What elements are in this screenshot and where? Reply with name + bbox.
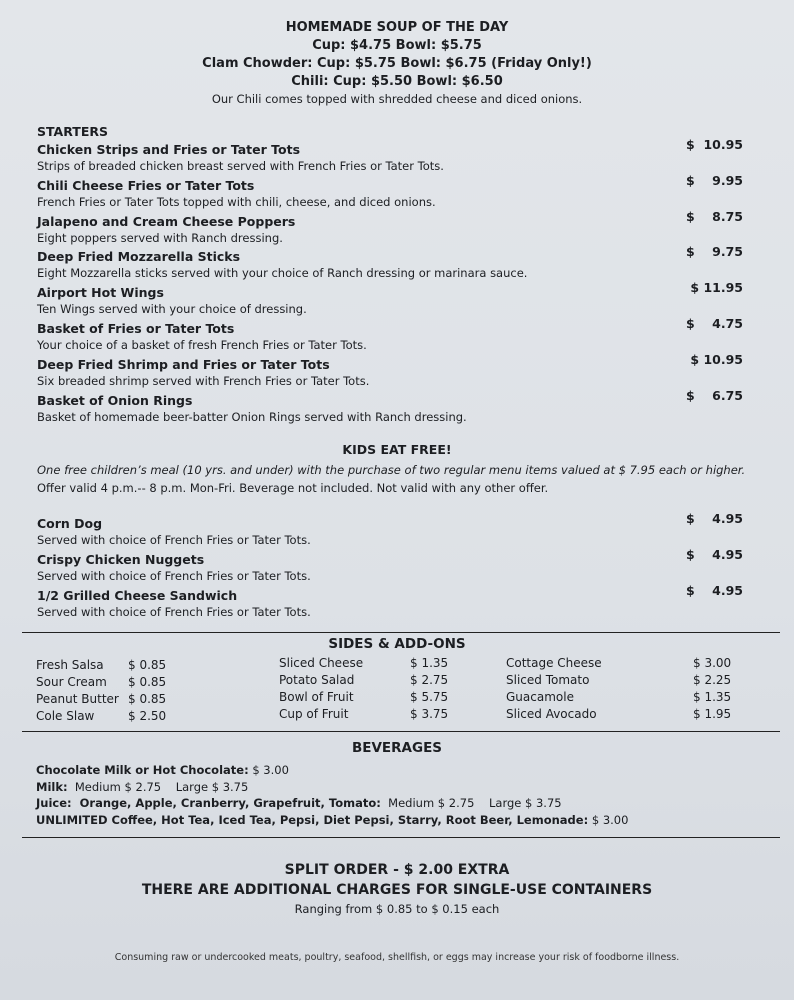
item-price: $ 4.95 xyxy=(686,546,743,562)
kids-offer-line: One free children’s meal (10 yrs. and under) with the purchase of two regular menu items valued at $ 7.95 each or higher. xyxy=(37,463,746,477)
menu-item xyxy=(37,511,757,551)
menu-item xyxy=(37,315,757,356)
sides-row xyxy=(36,692,756,709)
side-name: Bowl of Fruit xyxy=(279,690,354,704)
side-name: Potato Salad xyxy=(279,673,355,687)
side-price: $ 1.35 xyxy=(693,690,732,704)
split-order-section xyxy=(0,862,794,916)
item-price: $ 10.95 xyxy=(690,351,743,367)
item-name: Jalapeno and Cream Cheese Poppers xyxy=(37,213,296,229)
beverages-list xyxy=(36,762,628,828)
divider xyxy=(22,632,780,633)
kids-section xyxy=(0,442,794,495)
item-description: Served with choice of French Fries or Tater Tots. xyxy=(37,604,311,619)
side-price: $ 1.35 xyxy=(410,656,449,670)
side-name: Cole Slaw xyxy=(36,709,95,723)
item-description: Eight poppers served with Ranch dressing. xyxy=(37,230,283,245)
menu-item xyxy=(37,546,757,587)
menu-item xyxy=(37,137,757,177)
side-price: $ 0.85 xyxy=(128,658,167,672)
beverage-price: $ 3.00 xyxy=(248,763,289,777)
side-price: $ 0.85 xyxy=(128,692,167,706)
menu-item xyxy=(37,387,757,428)
beverages-heading: BEVERAGES xyxy=(351,740,443,756)
item-name: Deep Fried Mozzarella Sticks xyxy=(37,249,241,265)
kids-heading: KIDS EAT FREE! xyxy=(342,442,452,457)
kids-menu-list xyxy=(37,511,757,622)
side-price: $ 3.00 xyxy=(693,656,732,670)
item-price: $ 4.75 xyxy=(686,315,743,331)
side-price: $ 5.75 xyxy=(410,690,449,704)
starters-list xyxy=(37,137,757,427)
side-name: Cottage Cheese xyxy=(506,656,602,670)
item-description: Your choice of a basket of fresh French Fries or Tater Tots. xyxy=(37,337,367,352)
menu-item xyxy=(37,582,757,623)
item-description: Served with choice of French Fries or Tater Tots. xyxy=(37,533,311,547)
side-price: $ 0.85 xyxy=(128,675,167,689)
side-name: Fresh Salsa xyxy=(36,658,104,672)
item-price: $ 6.75 xyxy=(686,387,743,403)
item-name: Chili Cheese Fries or Tater Tots xyxy=(37,177,255,193)
menu-item xyxy=(37,172,757,213)
item-name: Basket of Fries or Tater Tots xyxy=(37,320,235,336)
item-price: $ 8.75 xyxy=(686,208,743,224)
sides-row xyxy=(36,675,756,692)
item-name: Chicken Strips and Fries or Tater Tots xyxy=(37,142,301,157)
beverage-label: UNLIMITED Coffee, Hot Tea, Iced Tea, Pepsi, Diet Pepsi, Starry, Root Beer, Lemonade: xyxy=(36,812,589,827)
side-name: Cup of Fruit xyxy=(279,707,349,721)
side-name: Guacamole xyxy=(506,690,574,704)
starters-heading: STARTERS xyxy=(37,124,108,139)
containers-charge-line: THERE ARE ADDITIONAL CHARGES FOR SINGLE-USE CONTAINERS xyxy=(141,882,653,898)
menu-item xyxy=(37,351,757,392)
chili-line: Chili: Cup: $5.50 Bowl: $6.50 xyxy=(291,74,503,89)
side-price: $ 2.25 xyxy=(693,673,732,687)
kids-offer-terms: Offer valid 4 p.m.-- 8 p.m. Mon-Fri. Beverage not included. Not valid with any other offer. xyxy=(37,481,549,495)
beverage-price: Medium $ 2.75 Large $ 3.75 xyxy=(67,779,249,794)
beverage-price: $ 3.00 xyxy=(588,812,629,827)
item-name: Airport Hot Wings xyxy=(37,285,164,301)
beverage-label: Chocolate Milk or Hot Chocolate: xyxy=(36,763,249,777)
item-price: $ 11.95 xyxy=(690,280,743,296)
clam-chowder-line: Clam Chowder: Cup: $5.75 Bowl: $6.75 (Friday Only!) xyxy=(202,56,592,71)
soup-title: HOMEMADE SOUP OF THE DAY xyxy=(285,20,509,35)
beverage-price: Medium $ 2.75 Large $ 3.75 xyxy=(380,796,562,810)
item-description: Ten Wings served with your choice of dressing. xyxy=(37,302,307,317)
divider xyxy=(22,731,780,732)
item-price: $ 4.95 xyxy=(686,511,743,526)
item-description: Eight Mozzarella sticks served with your choice of Ranch dressing or marinara sauce. xyxy=(37,266,528,281)
side-name: Sliced Avocado xyxy=(506,707,597,721)
side-price: $ 2.75 xyxy=(410,673,449,687)
side-price: $ 1.95 xyxy=(693,707,732,721)
side-name: Peanut Butter xyxy=(36,692,119,706)
sides-heading: SIDES & ADD-ONS xyxy=(328,636,466,652)
side-price: $ 2.50 xyxy=(128,709,167,723)
item-description: Six breaded shrimp served with French Fries or Tater Tots. xyxy=(37,373,370,388)
split-order-line: SPLIT ORDER - $ 2.00 EXTRA xyxy=(284,862,510,878)
beverage-line xyxy=(36,812,628,829)
item-description: Strips of breaded chicken breast served with French Fries or Tater Tots. xyxy=(37,159,444,173)
side-price: $ 3.75 xyxy=(410,707,449,721)
beverage-line xyxy=(36,762,628,779)
starters-section xyxy=(37,124,757,427)
item-price: $ 9.95 xyxy=(686,172,743,188)
sides-table xyxy=(36,658,756,726)
containers-range-line: Ranging from $ 0.85 to $ 0.15 each xyxy=(294,902,500,916)
menu-item xyxy=(37,280,757,320)
beverage-line xyxy=(36,779,628,796)
item-name: Corn Dog xyxy=(37,516,103,531)
side-name: Sliced Cheese xyxy=(279,656,364,670)
item-description: French Fries or Tater Tots topped with chili, cheese, and diced onions. xyxy=(37,194,436,209)
beverage-label: Milk: xyxy=(36,779,68,794)
sides-row xyxy=(36,658,756,675)
item-description: Served with choice of French Fries or Tater Tots. xyxy=(37,568,311,583)
item-price: $ 4.95 xyxy=(686,582,743,598)
soup-price-line: Cup: $4.75 Bowl: $5.75 xyxy=(312,38,482,53)
item-name: Crispy Chicken Nuggets xyxy=(37,551,205,567)
item-name: Basket of Onion Rings xyxy=(37,392,193,408)
food-safety-disclaimer: Consuming raw or undercooked meats, poultry, seafood, shellfish, or eggs may increase your risk of foodborne illness. xyxy=(114,952,680,963)
side-name: Sliced Tomato xyxy=(506,673,590,687)
item-description: Basket of homemade beer-batter Onion Rings served with Ranch dressing. xyxy=(37,409,467,424)
divider xyxy=(22,837,780,838)
item-name: Deep Fried Shrimp and Fries or Tater Tots xyxy=(37,356,330,372)
menu-item xyxy=(37,244,757,284)
side-name: Sour Cream xyxy=(36,675,107,689)
item-price: $ 9.75 xyxy=(686,244,743,260)
soup-section xyxy=(0,20,794,106)
sides-row xyxy=(36,709,756,726)
beverage-label: Juice: Orange, Apple, Cranberry, Grapefruit, Tomato: xyxy=(36,796,381,810)
beverage-line xyxy=(36,795,628,812)
item-name: 1/2 Grilled Cheese Sandwich xyxy=(37,587,238,603)
chili-note: Our Chili comes topped with shredded cheese and diced onions. xyxy=(211,92,583,106)
menu-item xyxy=(37,208,757,249)
item-price: $ 10.95 xyxy=(686,137,743,152)
